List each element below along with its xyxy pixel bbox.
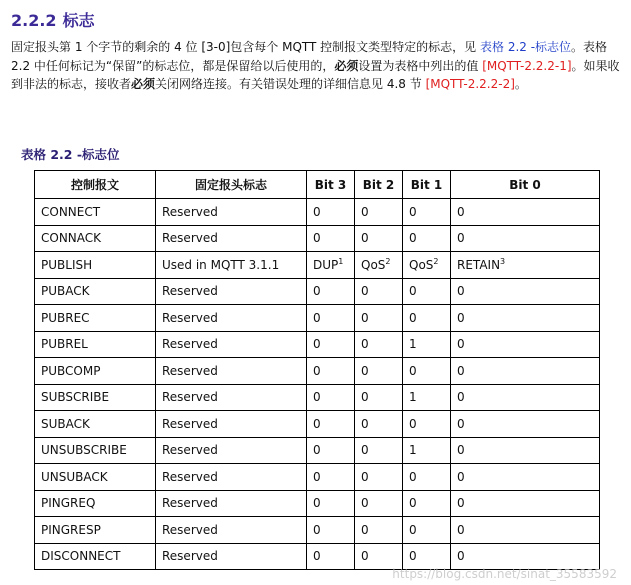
flags-table (34, 170, 600, 570)
cell-bit-1: 0 (403, 543, 451, 570)
table-row (35, 331, 600, 358)
cell-flag-usage: Reserved (156, 437, 307, 464)
table-row (35, 411, 600, 438)
cell-bit-0: 0 (451, 331, 600, 358)
para-text-1: 固定报头第 1 个字节的剩余的 4 位 [3-0]包含每个 MQTT 控制报文类型特定的标志，见 (11, 40, 480, 54)
footnote-marker: 2 (433, 257, 439, 267)
table-reference-link[interactable]: 表格 2.2 -标志位 (480, 40, 572, 54)
footnote-marker: 1 (338, 257, 344, 267)
header-bit-2: Bit 2 (355, 171, 403, 199)
cell-flag-usage: Reserved (156, 543, 307, 570)
table-row (35, 278, 600, 305)
cell-bit-0: 0 (451, 437, 600, 464)
cell-bit-0 (451, 252, 600, 279)
cell-bit-0: 0 (451, 464, 600, 491)
cell-bit-3: 0 (307, 411, 355, 438)
cell-packet-name: CONNECT (35, 199, 156, 226)
footnote-marker: 3 (500, 257, 506, 267)
cell-bit-0: 0 (451, 384, 600, 411)
cell-bit-2: 0 (355, 305, 403, 332)
header-fixed-header-flags: 固定报头标志 (156, 171, 307, 199)
cell-bit-2: 0 (355, 517, 403, 544)
header-control-packet: 控制报文 (35, 171, 156, 199)
table-row (35, 517, 600, 544)
table-row (35, 490, 600, 517)
cell-bit-1: 1 (403, 437, 451, 464)
cell-bit-0: 0 (451, 278, 600, 305)
table-row (35, 437, 600, 464)
cell-flag-usage: Reserved (156, 517, 307, 544)
cell-packet-name: UNSUBSCRIBE (35, 437, 156, 464)
table-row (35, 543, 600, 570)
cell-value: QoS (361, 258, 386, 273)
section-paragraph (11, 38, 623, 94)
cell-bit-1 (403, 252, 451, 279)
requirement-ref-2[interactable]: [MQTT-2.2.2-2] (425, 77, 515, 91)
cell-bit-1: 1 (403, 384, 451, 411)
section-heading (11, 8, 95, 31)
cell-bit-0: 0 (451, 543, 600, 570)
table-row (35, 384, 600, 411)
cell-bit-3: 0 (307, 225, 355, 252)
cell-bit-2: 0 (355, 490, 403, 517)
para-text-2: 。表格 2.2 中任何标记为“保留”的标志位，都是保留给以后使用的， (11, 40, 608, 73)
cell-bit-2: 0 (355, 411, 403, 438)
cell-bit-2: 0 (355, 437, 403, 464)
section-number: 2.2.2 (11, 11, 57, 30)
para-text-6: 。 (514, 77, 527, 91)
cell-bit-2 (355, 252, 403, 279)
table-row (35, 252, 600, 279)
cell-bit-3: 0 (307, 278, 355, 305)
cell-bit-2: 0 (355, 464, 403, 491)
cell-bit-3: 0 (307, 358, 355, 385)
table-row (35, 358, 600, 385)
cell-bit-1: 0 (403, 358, 451, 385)
cell-packet-name: DISCONNECT (35, 543, 156, 570)
cell-value: QoS (409, 258, 434, 273)
table-row (35, 225, 600, 252)
cell-bit-2: 0 (355, 199, 403, 226)
cell-bit-2: 0 (355, 278, 403, 305)
cell-bit-2: 0 (355, 543, 403, 570)
cell-bit-0: 0 (451, 358, 600, 385)
cell-bit-3 (307, 252, 355, 279)
cell-flag-usage: Reserved (156, 199, 307, 226)
section-title: 标志 (62, 11, 95, 30)
must-emphasis-1: 必须 (334, 58, 359, 73)
cell-packet-name: UNSUBACK (35, 464, 156, 491)
cell-bit-1: 0 (403, 411, 451, 438)
footnote-marker: 2 (385, 257, 391, 267)
para-text-4: 。如果收到非法的标志，接收者 (11, 58, 620, 91)
cell-packet-name: PUBLISH (35, 252, 156, 279)
cell-bit-3: 0 (307, 490, 355, 517)
cell-flag-usage: Used in MQTT 3.1.1 (156, 252, 307, 279)
cell-bit-3: 0 (307, 517, 355, 544)
cell-flag-usage: Reserved (156, 490, 307, 517)
cell-bit-1: 0 (403, 305, 451, 332)
cell-flag-usage: Reserved (156, 305, 307, 332)
para-text-5: 关闭网络连接。有关错误处理的详细信息见 4.8 节 (155, 77, 426, 91)
cell-bit-3: 0 (307, 543, 355, 570)
cell-bit-1: 0 (403, 199, 451, 226)
cell-flag-usage: Reserved (156, 464, 307, 491)
cell-value: RETAIN (457, 258, 501, 273)
cell-bit-3: 0 (307, 464, 355, 491)
cell-packet-name: PINGRESP (35, 517, 156, 544)
cell-flag-usage: Reserved (156, 225, 307, 252)
cell-flag-usage: Reserved (156, 358, 307, 385)
cell-packet-name: SUBACK (35, 411, 156, 438)
table-row (35, 464, 600, 491)
cell-bit-0: 0 (451, 411, 600, 438)
cell-bit-2: 0 (355, 358, 403, 385)
cell-flag-usage: Reserved (156, 278, 307, 305)
cell-bit-0: 0 (451, 490, 600, 517)
table-body (35, 199, 600, 570)
table-header-row (35, 171, 600, 199)
cell-bit-2: 0 (355, 225, 403, 252)
watermark: https://blog.csdn.net/sinat_35583592 (392, 567, 617, 581)
must-emphasis-2: 必须 (131, 77, 156, 91)
cell-packet-name: SUBSCRIBE (35, 384, 156, 411)
cell-bit-3: 0 (307, 437, 355, 464)
cell-packet-name: CONNACK (35, 225, 156, 252)
header-bit-1: Bit 1 (403, 171, 451, 199)
header-bit-0: Bit 0 (451, 171, 600, 199)
cell-bit-0: 0 (451, 305, 600, 332)
cell-bit-0: 0 (451, 199, 600, 226)
cell-flag-usage: Reserved (156, 331, 307, 358)
cell-packet-name: PUBCOMP (35, 358, 156, 385)
cell-bit-1: 0 (403, 225, 451, 252)
cell-packet-name: PUBREC (35, 305, 156, 332)
para-text-3: 设置为表格中列出的值 (358, 58, 483, 73)
cell-bit-3: 0 (307, 331, 355, 358)
cell-value: DUP (313, 258, 339, 273)
cell-bit-0: 0 (451, 225, 600, 252)
cell-packet-name: PINGREQ (35, 490, 156, 517)
cell-bit-1: 1 (403, 331, 451, 358)
cell-bit-3: 0 (307, 384, 355, 411)
cell-bit-2: 0 (355, 384, 403, 411)
cell-bit-1: 0 (403, 490, 451, 517)
cell-packet-name: PUBACK (35, 278, 156, 305)
cell-bit-1: 0 (403, 464, 451, 491)
cell-bit-2: 0 (355, 331, 403, 358)
header-bit-3: Bit 3 (307, 171, 355, 199)
cell-bit-1: 0 (403, 517, 451, 544)
table-row (35, 305, 600, 332)
cell-bit-3: 0 (307, 199, 355, 226)
cell-flag-usage: Reserved (156, 411, 307, 438)
table-caption: 表格 2.2 -标志位 (21, 147, 120, 162)
cell-bit-1: 0 (403, 278, 451, 305)
cell-flag-usage: Reserved (156, 384, 307, 411)
cell-packet-name: PUBREL (35, 331, 156, 358)
cell-bit-0: 0 (451, 517, 600, 544)
cell-bit-3: 0 (307, 305, 355, 332)
requirement-ref-1[interactable]: [MQTT-2.2.2-1] (482, 58, 572, 73)
table-row (35, 199, 600, 226)
